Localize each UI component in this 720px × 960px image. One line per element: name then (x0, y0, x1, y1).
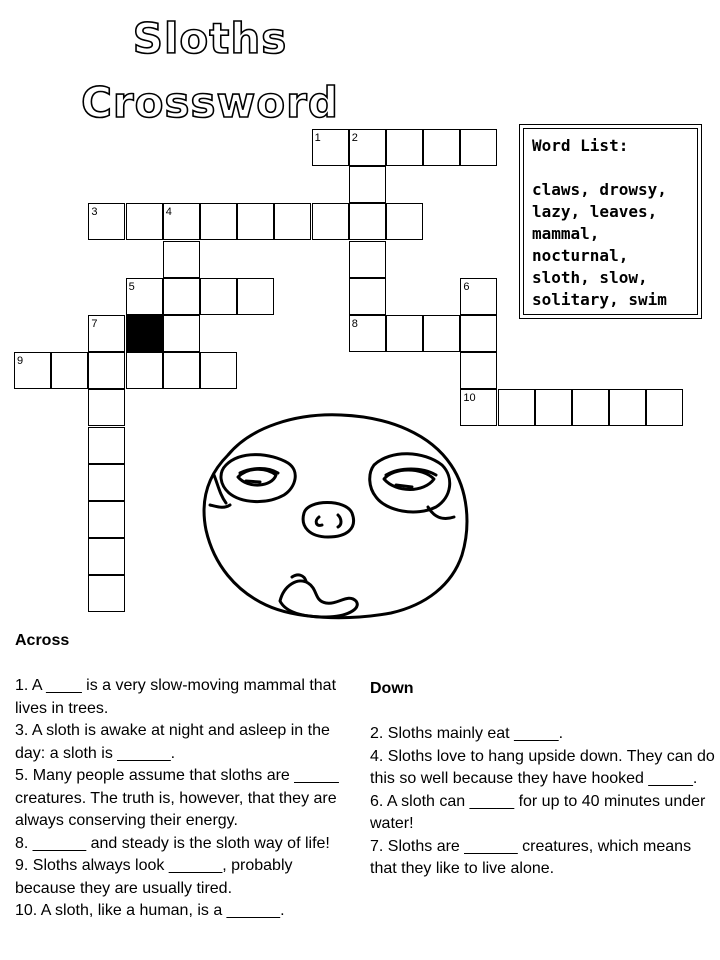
down-clue-4: 4. Sloths love to hang upside down. They can do this so well because they have hooked _____. (370, 747, 715, 787)
word-list-box (519, 124, 702, 319)
grid-cell[interactable] (609, 389, 646, 426)
grid-cell[interactable] (163, 278, 200, 315)
grid-cell[interactable] (349, 241, 386, 278)
grid-cell[interactable] (386, 129, 423, 166)
grid-cell[interactable] (349, 278, 386, 315)
head-outline (204, 415, 467, 618)
down-clue-6: 6. A sloth can _____ for up to 40 minutes under water! (370, 792, 706, 832)
grid-cell[interactable] (88, 427, 125, 464)
clue-number: 7 (91, 318, 98, 330)
nose (303, 503, 353, 538)
left-eye-patch (221, 455, 295, 502)
grid-cell[interactable] (386, 203, 423, 240)
across-heading: Across (15, 632, 70, 649)
grid-cell[interactable] (163, 315, 200, 352)
chin-patch (280, 581, 357, 617)
title-line-2: Crossword (81, 78, 339, 127)
across-clue-5: 5. Many people assume that sloths are _____ creatures. The truth is, however, that they are always conserving their energy. (15, 767, 339, 829)
across-clue-10: 10. A sloth, like a human, is a ______. (15, 902, 285, 919)
across-clue-1: 1. A ____ is a very slow-moving mammal that lives in trees. (15, 677, 337, 717)
grid-cell[interactable] (572, 389, 609, 426)
grid-cell[interactable] (163, 352, 200, 389)
grid-cell[interactable] (237, 278, 274, 315)
sloth-face-illustration (196, 405, 471, 620)
grid-cell[interactable] (163, 241, 200, 278)
grid-cell[interactable] (349, 203, 386, 240)
grid-cell[interactable] (88, 538, 125, 575)
title-line-1: Sloths (132, 14, 288, 63)
grid-cell[interactable] (200, 352, 237, 389)
grid-cell[interactable] (51, 352, 88, 389)
down-clue-7: 7. Sloths are ______ creatures, which means that they like to live alone. (370, 837, 692, 877)
clue-number: 4 (165, 206, 172, 219)
word-list-heading: Word List: (532, 136, 629, 155)
grid-cell[interactable] (423, 315, 460, 352)
grid-cell[interactable] (460, 129, 497, 166)
grid-cell[interactable] (349, 166, 386, 203)
clue-number: 5 (128, 280, 135, 293)
grid-cell[interactable] (460, 352, 497, 389)
right-eye-patch (370, 454, 450, 512)
across-clue-9: 9. Sloths always look ______, probably because they are usually tired. (15, 857, 293, 897)
clue-number: 2 (351, 132, 358, 144)
grid-cell[interactable] (88, 352, 125, 389)
down-clue-2: 2. Sloths mainly eat _____. (370, 725, 564, 742)
grid-cell[interactable] (535, 389, 572, 426)
grid-black-cell (126, 315, 163, 352)
grid-cell[interactable] (88, 501, 125, 538)
grid-cell[interactable] (88, 389, 125, 426)
clue-number: 9 (17, 355, 24, 368)
down-heading: Down (370, 680, 414, 697)
grid-cell[interactable] (646, 389, 683, 426)
grid-cell[interactable] (200, 203, 237, 240)
grid-cell[interactable] (88, 575, 125, 612)
down-clues (370, 678, 715, 881)
across-clue-3: 3. A sloth is awake at night and asleep in the day: a sloth is ______. (15, 722, 330, 762)
grid-cell[interactable] (88, 464, 125, 501)
clue-number: 10 (463, 392, 476, 405)
grid-cell[interactable] (386, 315, 423, 352)
across-clue-8: 8. ______ and steady is the sloth way of life! (15, 834, 330, 852)
grid-cell[interactable] (498, 389, 535, 426)
clue-number: 3 (91, 206, 98, 219)
clue-number: 6 (463, 280, 470, 293)
clue-number: 8 (351, 318, 358, 330)
across-clues (15, 630, 355, 923)
word-list-words: claws, drowsy, lazy, leaves, mammal, nocturnal, sloth, slow, solitary, swim (532, 180, 667, 309)
grid-cell[interactable] (126, 203, 163, 240)
grid-cell[interactable] (237, 203, 274, 240)
grid-cell[interactable] (423, 129, 460, 166)
grid-cell[interactable] (200, 278, 237, 315)
grid-cell[interactable] (460, 315, 497, 352)
grid-cell[interactable] (126, 352, 163, 389)
grid-cell[interactable] (274, 203, 311, 240)
grid-cell[interactable] (312, 203, 349, 240)
clue-number: 1 (314, 132, 321, 144)
